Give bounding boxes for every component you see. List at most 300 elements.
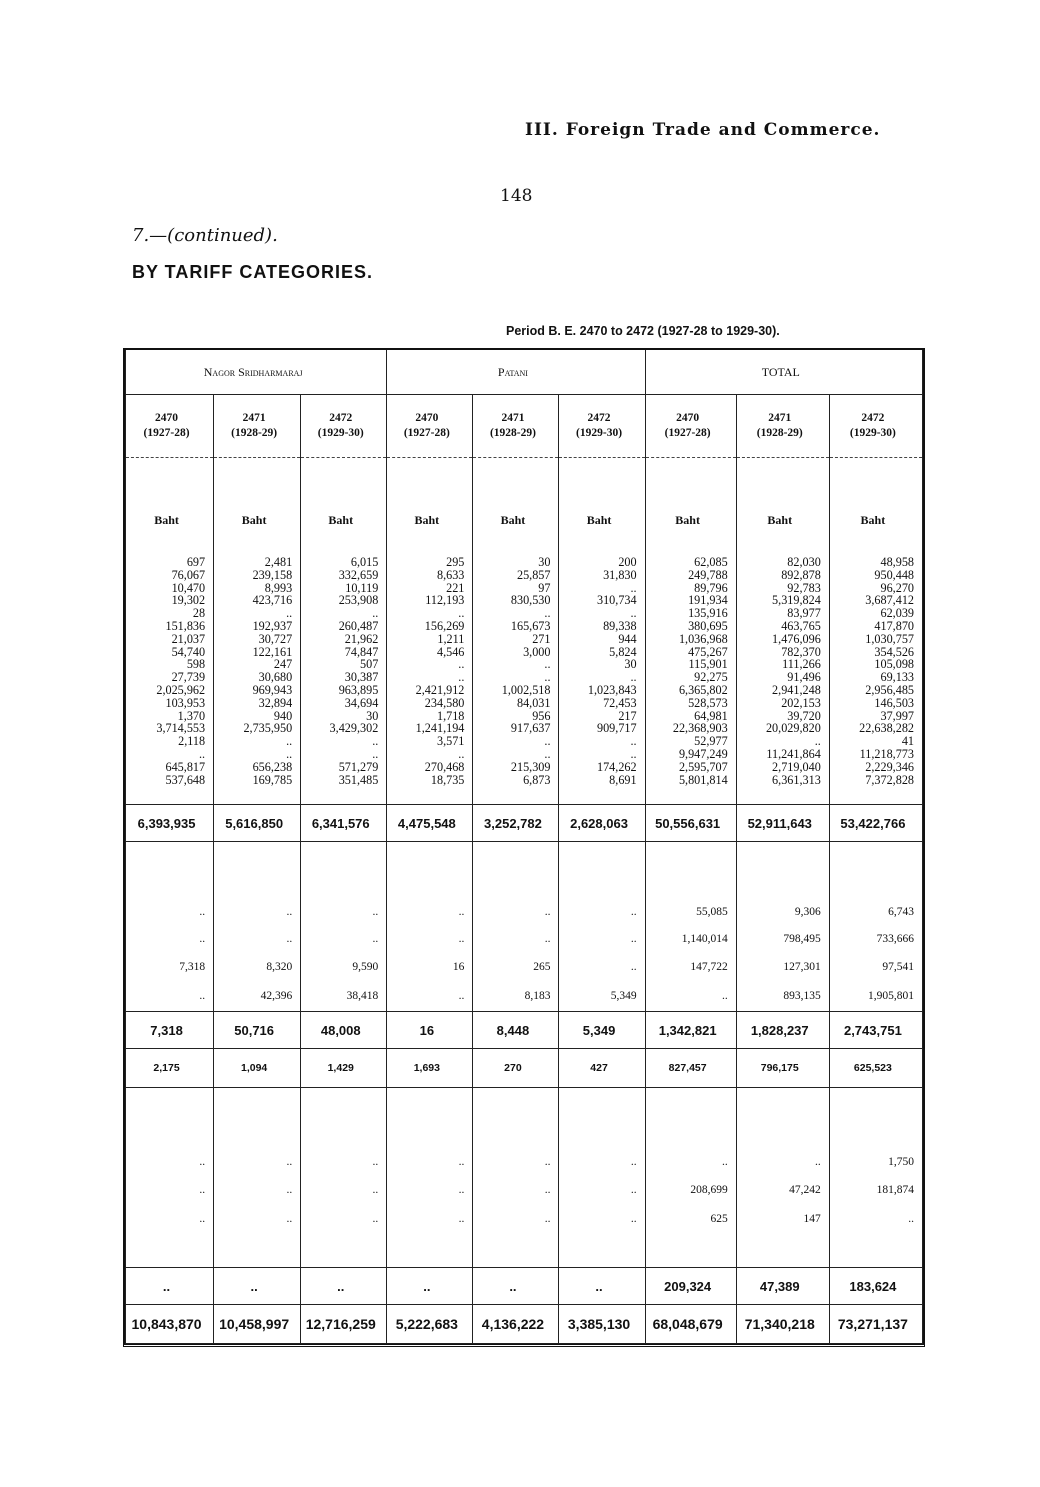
table-cell: 893,135	[736, 981, 829, 1012]
table-cell: 97,541	[829, 952, 922, 981]
table-cell: 105,098	[829, 658, 922, 671]
table-cell: 7,372,828	[829, 774, 922, 805]
year-span: (1929-30)	[576, 427, 623, 439]
table-cell: 8,183	[473, 981, 559, 1012]
table-row	[126, 607, 923, 620]
table-cell: 18,735	[387, 774, 473, 805]
table-cell: 192,937	[214, 620, 301, 633]
table-cell: ..	[301, 748, 387, 761]
table-cell: 909,717	[559, 722, 645, 735]
table-cell: 42,396	[214, 981, 301, 1012]
table-cell: ..	[126, 1204, 214, 1233]
table-cell: 8,691	[559, 774, 645, 805]
table-cell: ..	[645, 1148, 736, 1175]
table-cell: 295	[387, 536, 473, 569]
table-cell	[559, 1233, 645, 1268]
table-row	[126, 633, 923, 646]
table-row	[126, 1148, 923, 1175]
table-cell	[645, 842, 736, 899]
table-cell: ..	[126, 1268, 214, 1305]
table-cell	[736, 1088, 829, 1149]
table-cell: 21,962	[301, 633, 387, 646]
table-cell: ..	[387, 981, 473, 1012]
table-cell: 20,029,820	[736, 722, 829, 735]
table-cell: ..	[126, 925, 214, 952]
table-cell: 7,318	[126, 1012, 214, 1049]
table-cell: 8,993	[214, 582, 301, 595]
table-cell: ..	[301, 735, 387, 748]
table-cell: 50,716	[214, 1012, 301, 1049]
group-header-patani: Patani	[387, 350, 645, 395]
year-label: 2470	[155, 412, 179, 424]
table-row	[126, 774, 923, 805]
table-cell: 625,523	[829, 1049, 922, 1088]
table-cell: 9,306	[736, 898, 829, 925]
table-cell: 234,580	[387, 697, 473, 710]
trade-table	[125, 350, 923, 1344]
table-cell: 84,031	[473, 697, 559, 710]
table-cell: 151,836	[126, 620, 214, 633]
table-cell: 3,429,302	[301, 722, 387, 735]
table-cell: 147	[736, 1204, 829, 1233]
table-cell: 528,573	[645, 697, 736, 710]
table-cell: 32,894	[214, 697, 301, 710]
table-cell: 463,765	[736, 620, 829, 633]
table-row	[126, 1204, 923, 1233]
table-cell: 191,934	[645, 594, 736, 607]
table-row	[126, 620, 923, 633]
year-span: (1927-28)	[664, 427, 711, 439]
year-label: 2472	[861, 412, 885, 424]
table-cell: 2,595,707	[645, 761, 736, 774]
table-cell: 1,750	[829, 1148, 922, 1175]
table-cell: 135,916	[645, 607, 736, 620]
table-cell: 71,340,218	[736, 1305, 829, 1344]
table-cell: 89,338	[559, 620, 645, 633]
table-cell: 200	[559, 536, 645, 569]
table-cell: 782,370	[736, 646, 829, 659]
table-cell: ..	[214, 1175, 301, 1204]
table-cell: 2,118	[126, 735, 214, 748]
table-cell: ..	[214, 735, 301, 748]
table-cell: ..	[473, 898, 559, 925]
table-cell: 8,320	[214, 952, 301, 981]
table-cell	[301, 1088, 387, 1149]
table-cell: 798,495	[736, 925, 829, 952]
table-cell: 271	[473, 633, 559, 646]
table-cell: ..	[387, 898, 473, 925]
table-cell: 183,624	[829, 1268, 922, 1305]
table-cell: ..	[473, 658, 559, 671]
table-cell: ..	[473, 748, 559, 761]
table-cell: ..	[214, 925, 301, 952]
table-cell: 39,720	[736, 710, 829, 723]
table-cell: 5,319,824	[736, 594, 829, 607]
table-cell: 2,743,751	[829, 1012, 922, 1049]
table-cell: 2,175	[126, 1049, 214, 1088]
table-cell	[645, 1088, 736, 1149]
table-row	[126, 898, 923, 925]
spacer-row	[126, 1233, 923, 1268]
table-cell: 10,458,997	[214, 1305, 301, 1344]
table-cell: ..	[301, 925, 387, 952]
table-cell: 165,673	[473, 620, 559, 633]
table-cell: ..	[559, 925, 645, 952]
table-cell: 625	[645, 1204, 736, 1233]
table-cell	[126, 1088, 214, 1149]
table-cell	[301, 842, 387, 899]
table-cell: 1,342,821	[645, 1012, 736, 1049]
table-row	[126, 697, 923, 710]
table-cell: 249,788	[645, 569, 736, 582]
table-cell: 10,470	[126, 582, 214, 595]
table-cell: ..	[387, 607, 473, 620]
table-cell: 215,309	[473, 761, 559, 774]
table-cell: 34,694	[301, 697, 387, 710]
table-cell: ..	[559, 1204, 645, 1233]
table-cell: 2,941,248	[736, 684, 829, 697]
table-cell	[387, 842, 473, 899]
table-row	[126, 981, 923, 1012]
table-cell: 30	[559, 658, 645, 671]
table-cell: 645,817	[126, 761, 214, 774]
table-cell: 697	[126, 536, 214, 569]
table-cell: 68,048,679	[645, 1305, 736, 1344]
table-cell: 72,453	[559, 697, 645, 710]
table-cell: 423,716	[214, 594, 301, 607]
table-cell: ..	[126, 1148, 214, 1175]
table-cell: ..	[473, 1175, 559, 1204]
table-cell: 5,222,683	[387, 1305, 473, 1344]
table-cell: 83,977	[736, 607, 829, 620]
table-cell: ..	[473, 671, 559, 684]
year-span: (1927-28)	[143, 427, 190, 439]
table-row	[126, 722, 923, 735]
table-row	[126, 569, 923, 582]
year-span: (1928-29)	[756, 427, 803, 439]
table-cell: 417,870	[829, 620, 922, 633]
unit-row	[126, 458, 923, 537]
table-cell	[301, 1233, 387, 1268]
table-row	[126, 952, 923, 981]
table-cell: 3,571	[387, 735, 473, 748]
table-cell: ..	[126, 981, 214, 1012]
table-cell: 5,616,850	[214, 805, 301, 842]
table-cell: 74,847	[301, 646, 387, 659]
group-header-row	[126, 350, 923, 395]
table-cell: 221	[387, 582, 473, 595]
table-cell: 47,389	[736, 1268, 829, 1305]
table-cell: 30,727	[214, 633, 301, 646]
table-cell: 1,693	[387, 1049, 473, 1088]
table-cell	[214, 1088, 301, 1149]
table-cell: 12,716,259	[301, 1305, 387, 1344]
year-header	[126, 395, 214, 458]
table-cell: 89,796	[645, 582, 736, 595]
table-cell: ..	[301, 607, 387, 620]
table-cell: 2,025,962	[126, 684, 214, 697]
table-cell: ..	[473, 1204, 559, 1233]
table-cell: 11,241,864	[736, 748, 829, 761]
year-header	[387, 395, 473, 458]
table-cell: 5,349	[559, 1012, 645, 1049]
table-cell: 147,722	[645, 952, 736, 981]
table-cell: 6,361,313	[736, 774, 829, 805]
table-cell	[829, 1088, 922, 1149]
table-cell: 1,370	[126, 710, 214, 723]
table-cell: 103,953	[126, 697, 214, 710]
table-subtitle: BY TARIFF CATEGORIES.	[132, 262, 374, 282]
table-cell: 92,783	[736, 582, 829, 595]
table-cell: 380,695	[645, 620, 736, 633]
table-cell: 475,267	[645, 646, 736, 659]
table-cell: 82,030	[736, 536, 829, 569]
table-body	[126, 458, 923, 1344]
table-cell: ..	[301, 898, 387, 925]
table-cell: ..	[559, 748, 645, 761]
table-cell: ..	[736, 735, 829, 748]
table-cell: 30	[473, 536, 559, 569]
table-cell: 427	[559, 1049, 645, 1088]
spacer-row	[126, 1088, 923, 1149]
table-row	[126, 671, 923, 684]
table-cell: ..	[214, 898, 301, 925]
table-cell: 38,418	[301, 981, 387, 1012]
table-cell: 6,873	[473, 774, 559, 805]
table-cell: ..	[559, 1175, 645, 1204]
table-cell	[214, 842, 301, 899]
table-cell: 6,365,802	[645, 684, 736, 697]
unit-label: Baht	[301, 458, 387, 537]
table-cell: 19,302	[126, 594, 214, 607]
table-cell: ..	[559, 952, 645, 981]
table-cell: 55,085	[645, 898, 736, 925]
table-cell	[559, 1088, 645, 1149]
table-cell: 25,857	[473, 569, 559, 582]
table-cell: ..	[736, 1148, 829, 1175]
table-cell: ..	[559, 607, 645, 620]
year-label: 2470	[415, 412, 439, 424]
table-row	[126, 646, 923, 659]
table-cell: 796,175	[736, 1049, 829, 1088]
table-row	[126, 1049, 923, 1088]
table-cell: 64,981	[645, 710, 736, 723]
spacer-row	[126, 842, 923, 899]
table-cell	[214, 1233, 301, 1268]
table-cell: 146,503	[829, 697, 922, 710]
table-row	[126, 761, 923, 774]
table-cell: 62,039	[829, 607, 922, 620]
table-cell: 940	[214, 710, 301, 723]
table-cell: 944	[559, 633, 645, 646]
table-row	[126, 536, 923, 569]
year-header	[645, 395, 736, 458]
table-cell: 52,911,643	[736, 805, 829, 842]
table-cell: 62,085	[645, 536, 736, 569]
table-cell: 181,874	[829, 1175, 922, 1204]
year-label: 2471	[242, 412, 266, 424]
table-cell: 969,943	[214, 684, 301, 697]
unit-label: Baht	[126, 458, 214, 537]
table-cell: ..	[645, 981, 736, 1012]
table-cell: 169,785	[214, 774, 301, 805]
unit-label: Baht	[387, 458, 473, 537]
year-header	[301, 395, 387, 458]
table-cell: 950,448	[829, 569, 922, 582]
table-cell: 209,324	[645, 1268, 736, 1305]
subtotal-row	[126, 1012, 923, 1049]
table-cell: 8,633	[387, 569, 473, 582]
unit-label: Baht	[559, 458, 645, 537]
table-cell: 830,530	[473, 594, 559, 607]
table-cell: 28	[126, 607, 214, 620]
table-cell: 507	[301, 658, 387, 671]
table-cell	[829, 842, 922, 899]
table-cell: 10,119	[301, 582, 387, 595]
table-cell: 174,262	[559, 761, 645, 774]
unit-label: Baht	[645, 458, 736, 537]
table-cell: 6,393,935	[126, 805, 214, 842]
year-label: 2472	[329, 412, 353, 424]
year-header	[473, 395, 559, 458]
table-cell: 265	[473, 952, 559, 981]
table-cell: 571,279	[301, 761, 387, 774]
table-cell: 10,843,870	[126, 1305, 214, 1344]
table-row	[126, 710, 923, 723]
table-cell: 111,266	[736, 658, 829, 671]
table-cell: 2,229,346	[829, 761, 922, 774]
table-cell: 956	[473, 710, 559, 723]
table-cell: 208,699	[645, 1175, 736, 1204]
table-cell	[473, 1088, 559, 1149]
table-cell: 1,002,518	[473, 684, 559, 697]
table-cell: ..	[387, 671, 473, 684]
table-row	[126, 582, 923, 595]
table-cell: 1,476,096	[736, 633, 829, 646]
table-cell: ..	[473, 607, 559, 620]
table-cell: ..	[829, 1204, 922, 1233]
table-cell	[387, 1088, 473, 1149]
table-cell: 91,496	[736, 671, 829, 684]
table-row	[126, 925, 923, 952]
table-cell: 217	[559, 710, 645, 723]
table-row	[126, 735, 923, 748]
table-cell: 2,719,040	[736, 761, 829, 774]
table-cell: 3,714,553	[126, 722, 214, 735]
table-cell: ..	[214, 1148, 301, 1175]
table-cell: ..	[559, 1148, 645, 1175]
table-cell: 827,457	[645, 1049, 736, 1088]
year-span: (1927-28)	[403, 427, 450, 439]
table-cell: ..	[214, 748, 301, 761]
table-cell: 917,637	[473, 722, 559, 735]
table-cell: 3,687,412	[829, 594, 922, 607]
table-cell: 2,735,950	[214, 722, 301, 735]
table-cell	[473, 1233, 559, 1268]
table-cell: ..	[559, 671, 645, 684]
table-cell: 30,387	[301, 671, 387, 684]
grand-total-row	[126, 1305, 923, 1344]
table-cell: 54,740	[126, 646, 214, 659]
continued-label: 7.—(continued).	[132, 225, 278, 246]
table-cell: 1,718	[387, 710, 473, 723]
table-cell: ..	[214, 1268, 301, 1305]
table-cell: 31,830	[559, 569, 645, 582]
table-cell: ..	[387, 748, 473, 761]
table-cell: 22,638,282	[829, 722, 922, 735]
table-cell	[473, 842, 559, 899]
year-header	[829, 395, 922, 458]
table-cell: 47,242	[736, 1175, 829, 1204]
table-cell: 1,140,014	[645, 925, 736, 952]
table-cell: 96,270	[829, 582, 922, 595]
table-cell: 73,271,137	[829, 1305, 922, 1344]
year-label: 2471	[768, 412, 792, 424]
table-cell: ..	[473, 925, 559, 952]
table-cell: ..	[214, 607, 301, 620]
table-cell: 5,824	[559, 646, 645, 659]
table-cell	[736, 1233, 829, 1268]
table-cell: 9,947,249	[645, 748, 736, 761]
unit-label: Baht	[736, 458, 829, 537]
table-cell: 260,487	[301, 620, 387, 633]
table-cell: 6,015	[301, 536, 387, 569]
table-cell: 239,158	[214, 569, 301, 582]
table-cell: 1,036,968	[645, 633, 736, 646]
table-cell	[387, 1233, 473, 1268]
table-cell: ..	[387, 1175, 473, 1204]
table-cell: ..	[214, 1204, 301, 1233]
table-cell: ..	[559, 582, 645, 595]
table-cell: 5,801,814	[645, 774, 736, 805]
year-span: (1928-29)	[231, 427, 278, 439]
table-cell: ..	[301, 1204, 387, 1233]
table-cell: ..	[126, 748, 214, 761]
table-cell: 247	[214, 658, 301, 671]
table-cell	[126, 1233, 214, 1268]
table-cell: 52,977	[645, 735, 736, 748]
table-cell: 1,211	[387, 633, 473, 646]
year-label: 2472	[587, 412, 611, 424]
table-cell: 598	[126, 658, 214, 671]
year-span: (1929-30)	[317, 427, 364, 439]
table-cell: 22,368,903	[645, 722, 736, 735]
table-row	[126, 1175, 923, 1204]
table-cell: 8,448	[473, 1012, 559, 1049]
table-cell: 97	[473, 582, 559, 595]
table-cell: 48,958	[829, 536, 922, 569]
table-cell: 50,556,631	[645, 805, 736, 842]
table-cell: ..	[559, 1268, 645, 1305]
table-cell: ..	[473, 735, 559, 748]
table-cell: 122,161	[214, 646, 301, 659]
table-cell: 48,008	[301, 1012, 387, 1049]
trade-table-container	[123, 348, 925, 1347]
table-cell: 4,475,548	[387, 805, 473, 842]
table-cell: ..	[387, 658, 473, 671]
table-cell: ..	[126, 1175, 214, 1204]
unit-label: Baht	[473, 458, 559, 537]
table-cell: 354,526	[829, 646, 922, 659]
table-cell: ..	[559, 898, 645, 925]
table-cell: 76,067	[126, 569, 214, 582]
table-cell: 270	[473, 1049, 559, 1088]
table-cell: ..	[387, 925, 473, 952]
table-cell: 5,349	[559, 981, 645, 1012]
table-cell: 892,878	[736, 569, 829, 582]
table-cell: 2,481	[214, 536, 301, 569]
table-cell: ..	[387, 1204, 473, 1233]
